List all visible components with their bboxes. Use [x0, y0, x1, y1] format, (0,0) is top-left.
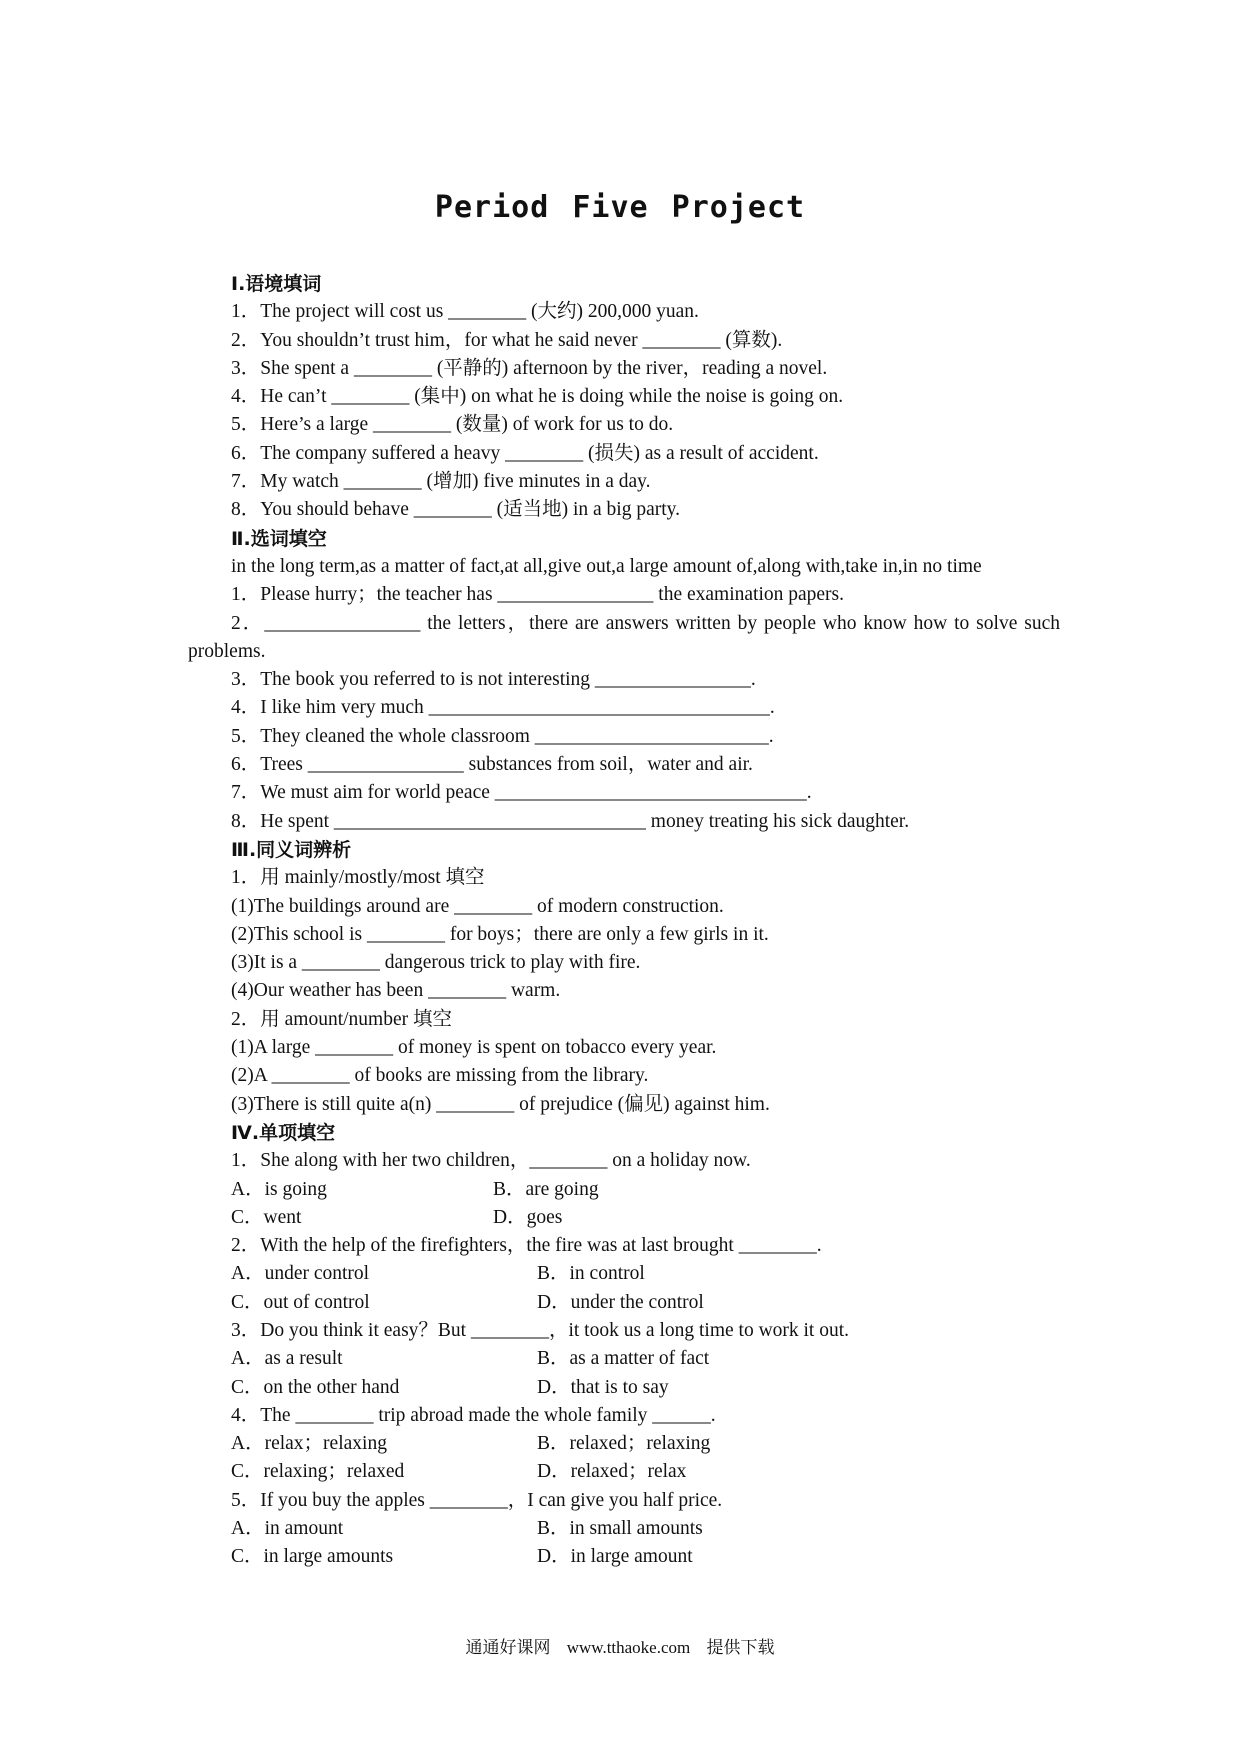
s3-q2-item: (3)There is still quite a(n) ________ of prejudice (偏见) against him.	[231, 1093, 770, 1115]
mc-option: D．goes	[493, 1206, 563, 1228]
mc-option: D．that is to say	[537, 1376, 669, 1398]
mc-option: C．out of control	[231, 1291, 370, 1313]
mc-option: C．went	[231, 1206, 302, 1228]
mc-option: C．on the other hand	[231, 1376, 400, 1398]
s3-q1-item: (1)The buildings around are ________ of modern construction.	[231, 895, 724, 917]
s2-item: 7．We must aim for world peace ________________________________.	[231, 782, 812, 804]
mc-option: D．relaxed；relax	[537, 1461, 687, 1483]
s3-question-1: 1．用 mainly/mostly/most 填空	[231, 867, 485, 889]
mc-options-row	[188, 1289, 1060, 1317]
mc-options-row	[188, 1345, 1060, 1373]
mc-option: C．relaxing；relaxed	[231, 1461, 405, 1483]
mc-option: B．as a matter of fact	[537, 1348, 710, 1370]
mc-option: D．in large amount	[537, 1546, 693, 1568]
s3-q1-item: (4)Our weather has been ________ warm.	[231, 980, 561, 1002]
section-2-heading: Ⅱ.选词填空	[231, 527, 327, 550]
mc-options-row	[188, 1260, 1060, 1288]
s1-item: 3．She spent a ________ (平静的) afternoon by the river，reading a novel.	[231, 357, 828, 379]
s1-item: 8．You should behave ________ (适当地) in a big party.	[231, 499, 681, 521]
mc-options-row	[188, 1430, 1060, 1458]
s1-item: 4．He can’t ________ (集中) on what he is doing while the noise is going on.	[231, 386, 844, 408]
mc-option: B．in small amounts	[537, 1518, 703, 1540]
s2-item: 4．I like him very much ___________________________________.	[231, 697, 775, 719]
section-4-heading: Ⅳ.单项填空	[231, 1121, 336, 1144]
s2-item: 6．Trees ________________ substances from soil，water and air.	[231, 754, 753, 776]
mc-option: B．relaxed；relaxing	[537, 1433, 711, 1455]
mc-option: A．under control	[231, 1263, 370, 1285]
mc-option: A．as a result	[231, 1348, 343, 1370]
s2-item: 1．Please hurry；the teacher has ________________ the examination papers.	[231, 584, 845, 606]
mc-question: 5．If you buy the apples ________，I can give you half price.	[231, 1489, 723, 1511]
s2-item: 2．________________ the letters，there are answers written by people who know how to solve such problems.	[188, 612, 1060, 662]
s3-q1-item: (3)It is a ________ dangerous trick to play with fire.	[231, 952, 641, 974]
mc-option: B．are going	[493, 1178, 599, 1200]
page-title: Period Five Project	[434, 190, 806, 225]
worksheet-body	[188, 270, 1060, 1572]
word-bank: in the long term,as a matter of fact,at all,give out,a large amount of,along with,take in,in no time	[231, 555, 982, 577]
s1-item: 7．My watch ________ (增加) five minutes in a day.	[231, 471, 651, 493]
mc-question: 1．She along with her two children，________ on a holiday now.	[231, 1150, 751, 1172]
s3-q1-item: (2)This school is ________ for boys；there are only a few girls in it.	[231, 923, 769, 945]
s1-item: 6．The company suffered a heavy ________ (损失) as a result of accident.	[231, 442, 819, 464]
s3-q2-item: (2)A ________ of books are missing from the library.	[231, 1065, 649, 1087]
mc-question: 3．Do you think it easy？But ________，it took us a long time to work it out.	[231, 1319, 850, 1341]
s3-question-2: 2．用 amount/number 填空	[231, 1008, 452, 1030]
s3-q2-item: (1)A large ________ of money is spent on tobacco every year.	[231, 1037, 717, 1059]
mc-options-row	[188, 1374, 1060, 1402]
s1-item: 5．Here’s a large ________ (数量) of work for us to do.	[231, 414, 674, 436]
section-3-heading: Ⅲ.同义词辨析	[231, 838, 352, 861]
s2-item: 3．The book you referred to is not interesting ________________.	[231, 669, 756, 691]
mc-options-row	[188, 1458, 1060, 1486]
footer-url[interactable]: www.tthaoke.com	[566, 1638, 691, 1657]
mc-options-row	[188, 1176, 1060, 1204]
footer-site-name: 通通好课网	[465, 1638, 551, 1657]
mc-option: A．in amount	[231, 1518, 344, 1540]
mc-question: 2．With the help of the firefighters，the fire was at last brought ________.	[231, 1235, 822, 1257]
mc-option: A．relax；relaxing	[231, 1433, 387, 1455]
footer-note: 提供下载	[706, 1638, 775, 1657]
mc-options-row	[188, 1543, 1060, 1571]
section-1-heading: Ⅰ.语境填词	[231, 273, 322, 295]
s2-item: 5．They cleaned the whole classroom ________________________.	[231, 725, 774, 747]
mc-option: A．is going	[231, 1178, 327, 1200]
s2-item: 8．He spent ________________________________ money treating his sick daughter.	[231, 810, 910, 832]
mc-option: C．in large amounts	[231, 1546, 394, 1568]
mc-option: D．under the control	[537, 1291, 704, 1313]
mc-options-row	[188, 1204, 1060, 1232]
s1-item: 2．You shouldn’t trust him，for what he said never ________ (算数).	[231, 329, 783, 351]
s1-item: 1．The project will cost us ________ (大约) 200,000 yuan.	[231, 301, 699, 323]
mc-options-row	[188, 1515, 1060, 1543]
mc-question: 4．The ________ trip abroad made the whole family ______.	[231, 1404, 716, 1426]
mc-option: B．in control	[537, 1263, 645, 1285]
page-footer	[0, 1633, 1240, 1658]
